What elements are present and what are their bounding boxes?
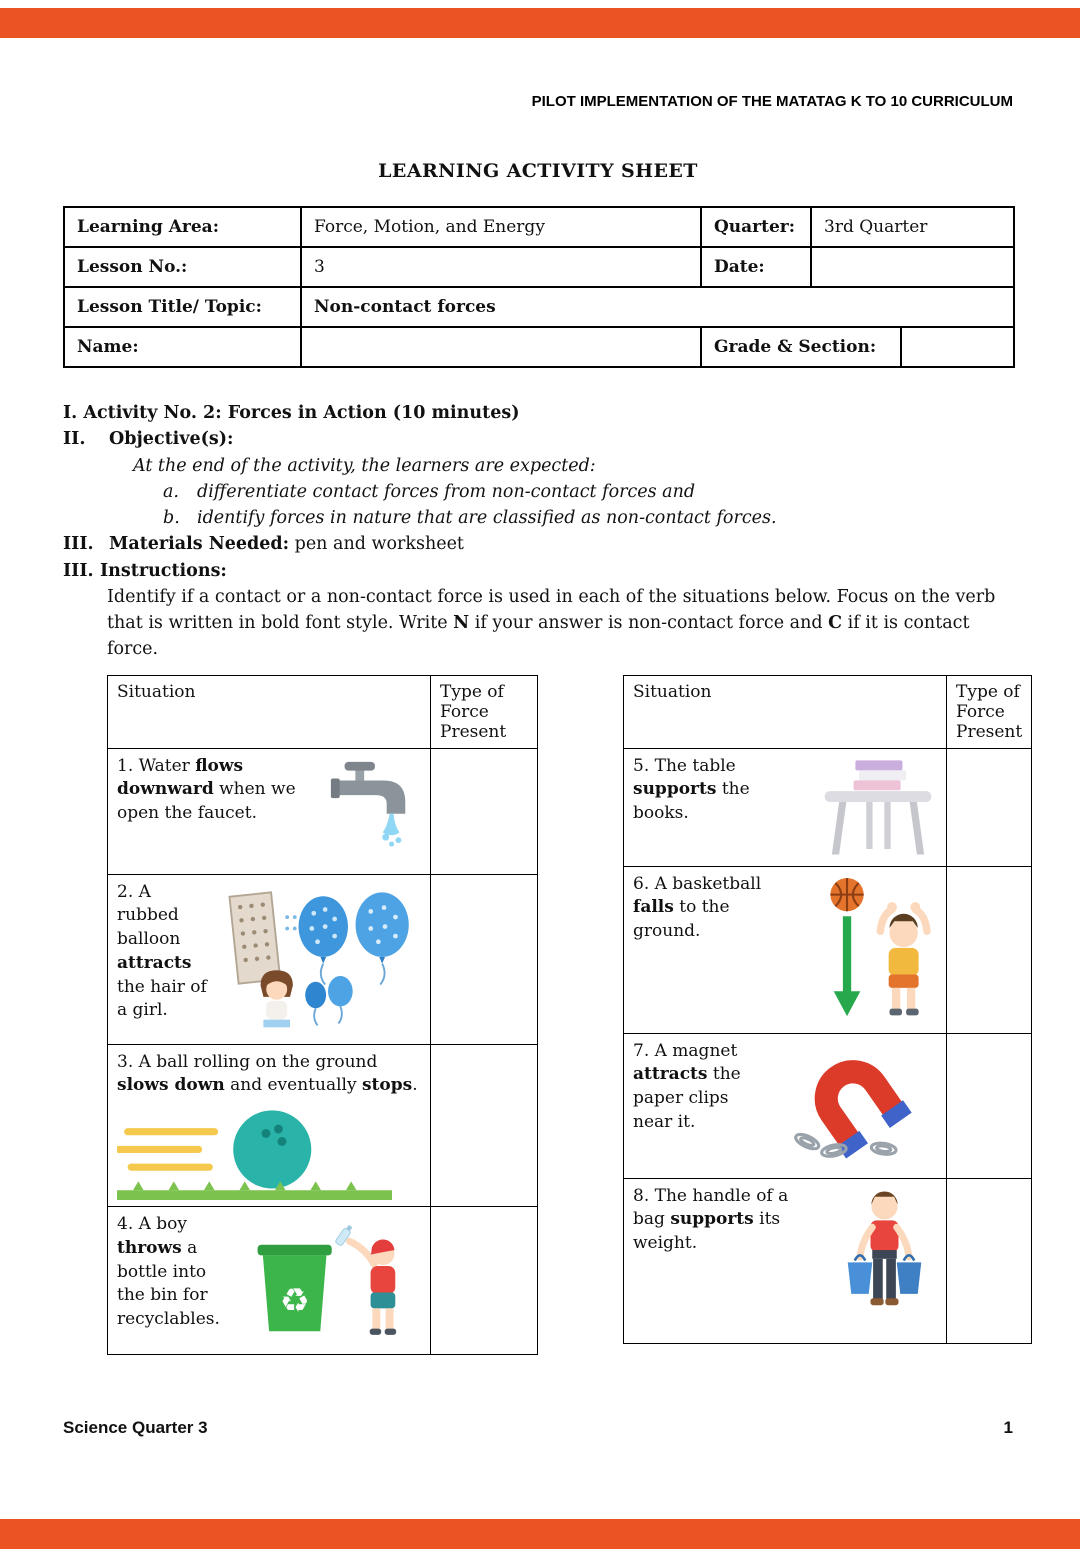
magnet-icon [777,1040,937,1165]
learning-area-label: Learning Area: [64,207,301,247]
lesson-title-label: Lesson Title/ Topic: [64,287,301,327]
situation-row-7 [624,1033,1032,1178]
answer-cell-7 [947,1033,1032,1178]
situation-text-3: 3. A ball rolling on the ground slows down and eventually stops. [117,1051,418,1096]
curriculum-banner: PILOT IMPLEMENTATION OF THE MATATAG K TO 10 CURRICULUM [531,93,1013,110]
info-table [63,206,1015,368]
sections [63,400,1013,663]
situation-header: Situation [624,675,947,748]
type-header: Type of Force Present [947,675,1032,748]
instructions-heading: Instructions: [100,560,227,581]
left-header-row [108,675,538,748]
objective-item-a [163,479,1013,505]
materials-number: III. [63,534,94,555]
objectives-number: II. [63,429,86,450]
objectives-heading: Objective(s): [109,429,234,450]
page-title: LEARNING ACTIVITY SHEET [378,160,698,182]
objective-a-marker: a. [163,481,179,502]
answer-cell-5 [947,748,1032,866]
situation-row-2 [108,874,538,1044]
right-header-row [624,675,1032,748]
situation-row-1 [108,748,538,874]
situation-row-4 [108,1207,538,1355]
situation-row-6 [624,866,1032,1033]
situation-row-8 [624,1178,1032,1343]
situation-text-7: 7. A magnet attracts the paper clips near it. [633,1040,741,1132]
materials-text: Materials Needed: pen and worksheet [109,534,464,555]
situation-text-8: 8. The handle of a bag supports its weight. [633,1185,789,1254]
quarter-value: 3rd Quarter [811,207,1014,247]
instructions-heading-line [63,558,1013,584]
situation-header: Situation [108,675,431,748]
date-value [811,247,1014,287]
recycle-bin-icon [231,1213,421,1341]
info-row-learning-area [64,207,1014,247]
table-books-icon [819,755,937,859]
objectives-intro: At the end of the activity, the learners are expected: [133,455,596,476]
name-value [301,327,701,367]
info-row-lesson-title [64,287,1014,327]
answer-cell-3 [431,1044,538,1207]
answer-cell-4 [431,1207,538,1355]
bottom-accent-bar [0,1519,1080,1549]
info-row-lesson-no [64,247,1014,287]
faucet-icon [323,755,421,848]
lesson-no-label: Lesson No.: [64,247,301,287]
situation-text-2: 2. A rubbed balloon attracts the hair of a girl. [117,881,207,1021]
balloon-girl-icon [216,881,421,1033]
situation-table-left [107,675,538,1356]
situation-row-3 [108,1044,538,1207]
page-content [63,38,1023,1355]
answer-cell-1 [431,748,538,874]
objective-b-marker: b. [163,508,180,528]
instructions-paragraph: Identify if a contact or a non-contact force is used in each of the situations below. Focus on the verb that is written in bold font style. Write N if your answer is non-contact force and C if it is contact force. [107,586,996,660]
top-accent-bar [0,8,1080,38]
answer-cell-8 [947,1178,1032,1343]
situation-text-6: 6. A basketball falls to the ground. [633,873,762,942]
bowling-ball-icon [117,1098,421,1200]
answer-cell-6 [947,866,1032,1033]
situation-tables [107,675,1023,1356]
instructions-number: III. [63,560,94,581]
activity-heading: I. Activity No. 2: Forces in Action (10 minutes) [63,403,520,423]
basketball-fall-icon [812,873,937,1027]
objective-b-text: identify forces in nature that are classified as non-contact forces. [197,508,777,528]
learning-area-value: Force, Motion, and Energy [301,207,701,247]
situation-row-5 [624,748,1032,866]
situation-text-4: 4. A boy throws a bottle into the bin for recyclables. [117,1214,220,1330]
situation-table-right [623,675,1032,1344]
objectives-heading-line [63,426,1013,452]
objective-item-b [163,505,1013,531]
page-footer [63,1418,1013,1438]
name-label: Name: [64,327,301,367]
page-number: 1 [1003,1418,1013,1437]
situation-text-5: 5. The table supports the books. [633,755,750,824]
lesson-title-value: Non-contact forces [301,287,1014,327]
lesson-no-value: 3 [301,247,701,287]
svg-text:♻: ♻ [279,1280,310,1320]
info-row-name [64,327,1014,367]
date-label: Date: [701,247,811,287]
answer-cell-2 [431,874,538,1044]
grade-section-label: Grade & Section: [701,327,901,367]
situation-text-1: 1. Water flows downward when we open the faucet. [117,755,296,824]
type-header: Type of Force Present [431,675,538,748]
footer-left: Science Quarter 3 [63,1418,208,1437]
quarter-label: Quarter: [701,207,811,247]
grade-section-value [901,327,1014,367]
bag-boy-icon [832,1185,937,1330]
materials-line [63,531,1013,557]
objective-a-text: differentiate contact forces from non-contact forces and [197,481,696,502]
